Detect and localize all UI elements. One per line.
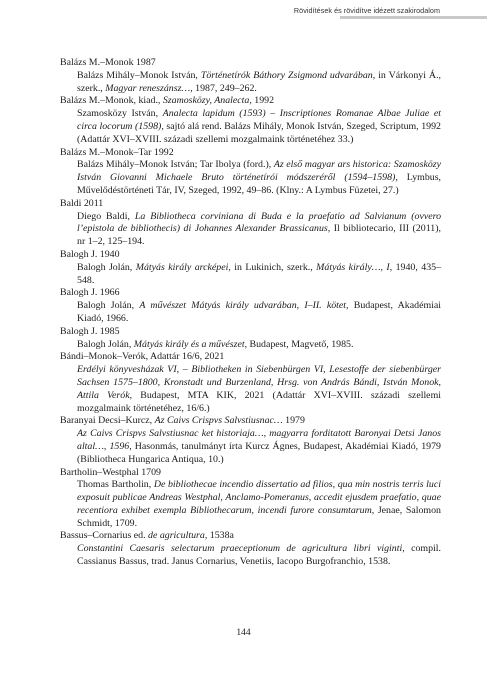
italic-title-text: de agricultura, [148, 530, 208, 542]
entry-key [60, 351, 441, 364]
text-run: Balogh J. 1966 [60, 287, 120, 299]
entry-key [60, 326, 441, 339]
italic-title-text: Constantini Caesaris selectarum praeceptionum de agricultura libri viginti, [77, 543, 405, 555]
bibliography-entry [60, 415, 441, 466]
text-run: Baldi 2011 [60, 197, 104, 209]
text-run: Hasonmás, tanulmányt írta Kurcz Ágnes, Budapest, Akadémiai Kiadó, 1979 (Bibliotheca Hungarica Antiqua, 10.) [77, 440, 441, 465]
header-rule [340, 16, 487, 19]
bibliography-entry [60, 530, 441, 568]
italic-title-text: Mátyás király arcképei, [135, 261, 231, 273]
entry-description [60, 70, 441, 96]
italic-title-text: Magyar reneszánsz… [105, 82, 191, 94]
text-run: Balázs Mihály–Monok István, [77, 69, 201, 81]
text-run: Balogh Jolán, [77, 261, 136, 273]
entry-description [60, 543, 441, 569]
bibliography-list [60, 57, 441, 569]
text-run: Balogh J. 1940 [60, 248, 120, 260]
entry-description [60, 159, 441, 197]
entry-key [60, 287, 441, 300]
text-run: Budapest, Akadémiai Kiadó, 1966. [77, 300, 442, 324]
text-run: in Várkonyi Á., szerk., [77, 69, 442, 94]
italic-title-text: De bibliothecae incendio dissertatio ad filios, qua min nostris terris luci exposuit publicae Andreas Westphal, Anclamo-Pomeranus, accedit ejusdem praefatio, quae recentiora exhibet exempla Bibliothecarum, incendi furore consumtarum, [77, 479, 441, 516]
text-run: Budapest, Magvető, 1985. [247, 338, 354, 350]
bibliography-entry [60, 57, 441, 95]
text-run: Il bibliotecario, III (2011), nr 1–2, 125–194. [77, 223, 441, 248]
text-run: Szamosközy István, [77, 108, 163, 120]
text-run: 1992 [251, 95, 275, 107]
text-run: Bándi–Monok–Verók, Adattár 16/6, 2021 [60, 351, 225, 363]
text-run: Balogh Jolán, [77, 300, 140, 312]
bibliography-entry [60, 198, 441, 249]
text-run: Baranyai Decsi–Kurcz, [60, 415, 155, 427]
text-run: 1940, 435–548. [77, 261, 442, 286]
bibliography-entry [60, 95, 441, 146]
italic-title-text: Mátyás király…, I, [316, 261, 393, 273]
text-run: in Lukinich, szerk., [230, 261, 317, 273]
text-run: Jenae, Salomon Schmidt, 1709. [77, 504, 441, 529]
page-number: 144 [236, 628, 251, 638]
italic-title-text: Az Caivs Crispvs Salvstiusnac… [154, 415, 283, 427]
entry-description [60, 211, 441, 249]
bibliography-entry [60, 326, 441, 352]
bibliography-entry [60, 147, 441, 198]
text-run: Balázs M.–Monok, kiad., [60, 95, 163, 107]
text-run: Balázs M.–Monok–Tar 1992 [60, 146, 174, 158]
entry-description [60, 479, 441, 530]
text-run: , 1987, 249–262. [190, 82, 257, 94]
text-run: sajtó alá rend. Balázs Mihály, Monok István, Szeged, Scriptum, 1992 (Adattár XVI–XVIII. századi szellemi mozgalmaink történetéhez 33.) [77, 120, 441, 145]
bibliography-entry [60, 351, 441, 415]
entry-description [60, 262, 441, 288]
text-run: compil. Cassianus Bassus, trad. Janus Cornarius, Venetiis, Iacopo Burgofranchio, 1538. [77, 543, 441, 568]
entry-description [60, 339, 441, 352]
text-run: Balázs Mihály–Monok István; Tar Ibolya (ford.), [77, 159, 274, 171]
entry-key [60, 147, 441, 160]
entry-key [60, 95, 441, 108]
bibliography-entry [60, 467, 441, 531]
text-run: Lymbus, Művelődéstörténeti Tár, IV, Szeged, 1992, 49–86. (Klny.: A Lymbus Füzetei, 27.) [77, 172, 442, 196]
running-head: Rövidítések és rövidítve idézett szakirodalom [293, 6, 440, 15]
italic-title-text: Mátyás király és a művészet, [133, 338, 248, 350]
italic-title-text: La Bibliotheca corviniana di Buda e la praefatio ad Salvianum (ovvero l’epistola de bibliothecis) di Johannes Alexander Brassicanus, [77, 210, 442, 235]
text-run: 1538a [207, 530, 234, 542]
italic-title-text: Erdélyi könyvesházak VI, – Bibliotheken in Siebenbürgen VI, Lesestoffe der siebenbürger Sachsen 1575–1800, Kronstadt und Burzenland, Hrsg. von András Bándi, István Monok, Attila Verók, [77, 364, 441, 401]
italic-title-text: Történetírók Báthory Zsigmond udvarában, [200, 69, 376, 81]
entry-key [60, 249, 441, 262]
bibliography-entry [60, 287, 441, 325]
entry-description [60, 300, 441, 326]
italic-title-text: Szamosközy, Analecta, [162, 95, 252, 107]
entry-key [60, 467, 441, 480]
text-run: Balogh J. 1985 [60, 325, 120, 337]
entry-description [60, 428, 441, 466]
text-run: 1979 [282, 415, 305, 427]
entry-description [60, 364, 441, 415]
bibliography-entry [60, 249, 441, 287]
text-run: Bartholin–Westphal 1709 [60, 466, 161, 478]
entry-description [60, 108, 441, 146]
italic-title-text: Az Caivs Crispvs Salvstiusnac ket historiaja…, magyarra forditatott Baronyai Detsi Janos altal…, 1596, [77, 428, 441, 452]
italic-title-text: Analecta lapidum (1593) – Inscriptiones Romanae Albae Juliae et circa locorum (1598), [77, 108, 441, 132]
text-run: Budapest, MTA KIK, 2021 (Adattár XVI–XVIII. századi szellemi mozgalmaink történetéhez, 16/6.) [77, 389, 441, 414]
entry-key [60, 198, 441, 211]
italic-title-text: A művészet Mátyás király udvarában, I–II. kötet, [139, 300, 349, 312]
text-run: Thomas Bartholin, [77, 479, 154, 491]
text-run: Diego Baldi, [77, 210, 135, 222]
text-run: Bassus–Cornarius ed. [60, 530, 149, 542]
text-run: Balogh Jolán, [77, 338, 134, 350]
entry-key [60, 530, 441, 543]
italic-title-text: Az első magyar ars historica: Szamosközy István Giovanni Michaele Bruto történetírói módszeréről (1594–1598), [77, 159, 441, 184]
entry-key [60, 57, 441, 70]
entry-key [60, 415, 441, 428]
text-run: Balázs M.–Monok 1987 [60, 57, 156, 68]
